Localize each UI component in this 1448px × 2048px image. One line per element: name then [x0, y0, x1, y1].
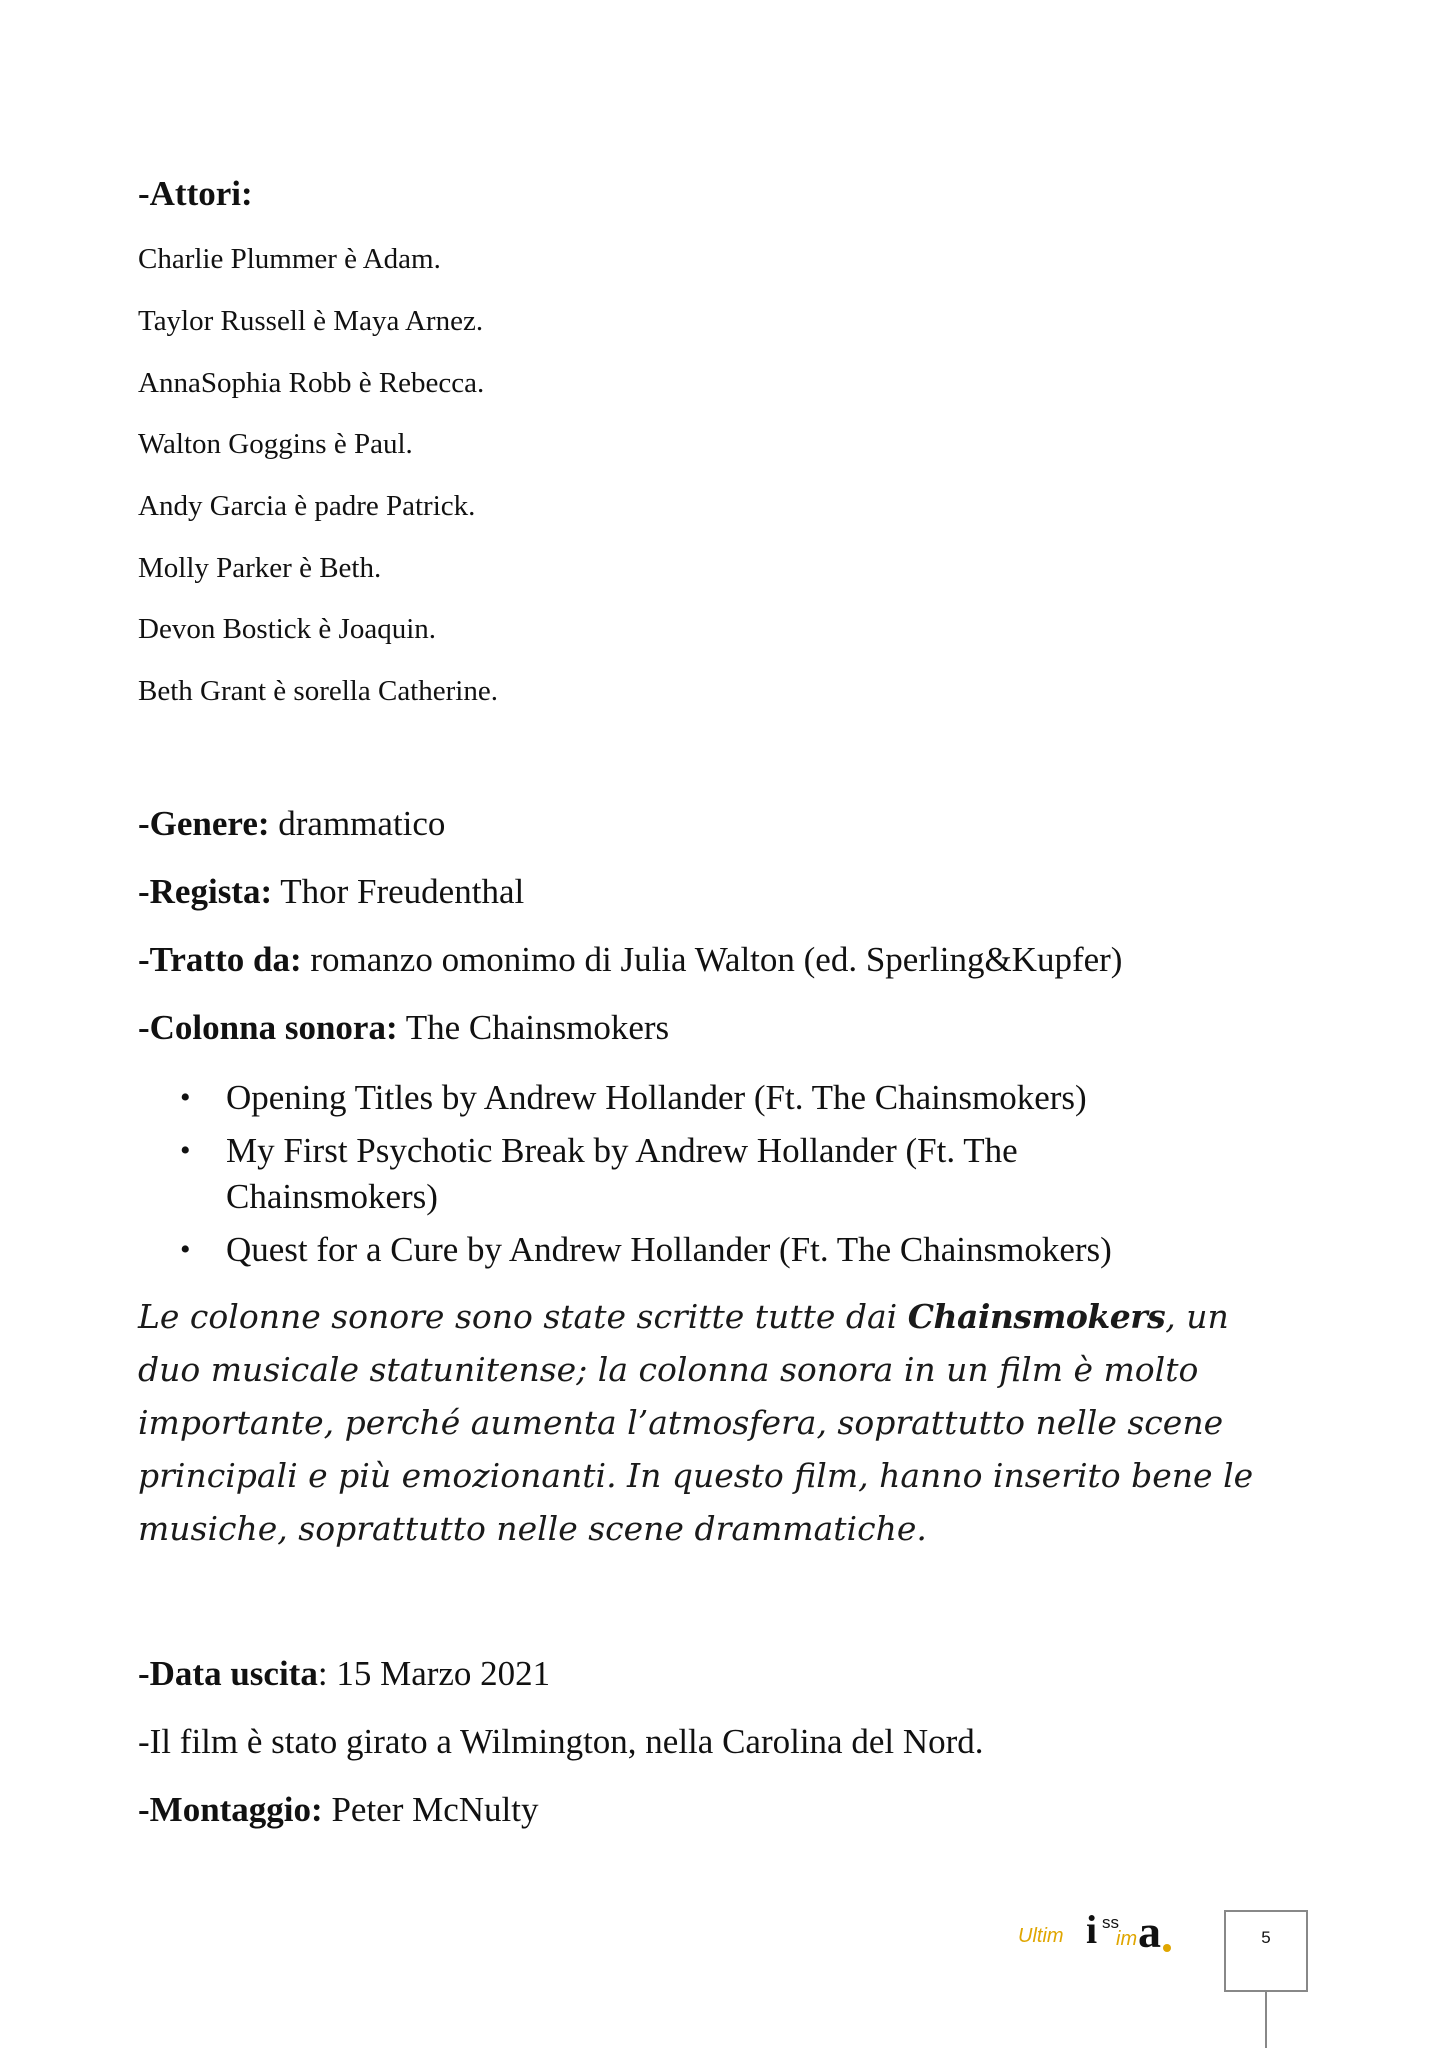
- montaggio-label: -Montaggio:: [138, 1790, 323, 1829]
- genere-label: -Genere:: [138, 804, 270, 843]
- data-uscita-value: : 15 Marzo 2021: [317, 1654, 551, 1693]
- cast-line: Taylor Russell è Maya Arnez.: [138, 305, 484, 337]
- regista-line: [138, 872, 524, 912]
- tratto-line: [138, 940, 1122, 980]
- note-text-after: , un duo musicale statunitense; la colonna sonora in un film è molto importante, perché aumenta l’atmosfera, soprattutto nelle scene principali e più emozionanti. In questo film, hanno inserito bene le musiche, soprattutto nelle scene drammatiche.: [138, 1297, 1254, 1548]
- logo-im: im: [1116, 1928, 1138, 1950]
- tratto-label: -Tratto da:: [138, 940, 302, 979]
- logo-ultim: Ultim: [1018, 1925, 1064, 1947]
- soundtrack-item: • Opening Titles by Andrew Hollander (Ft. The Chainsmokers): [180, 1075, 1260, 1121]
- cast-line: Andy Garcia è padre Patrick.: [138, 490, 476, 522]
- soundtrack-note: [138, 1290, 1278, 1555]
- logo-ss: ss: [1102, 1913, 1119, 1932]
- cast-line: Charlie Plummer è Adam.: [138, 243, 441, 275]
- colonna-label: -Colonna sonora:: [138, 1008, 398, 1047]
- cast-line: Beth Grant è sorella Catherine.: [138, 675, 498, 707]
- page-number-stem: [1265, 1992, 1267, 2048]
- note-text-before: Le colonne sonore sono state scritte tutte dai: [138, 1297, 908, 1336]
- note-brand: Chainsmokers: [907, 1297, 1166, 1336]
- colonna-line: [138, 1008, 669, 1048]
- cast-line: Molly Parker è Beth.: [138, 552, 382, 584]
- data-uscita-label: -Data uscita: [138, 1654, 318, 1693]
- genere-line: [138, 804, 445, 844]
- page-number-box: [1224, 1910, 1308, 1992]
- colonna-value: The Chainsmokers: [397, 1008, 670, 1047]
- regista-value: Thor Freudenthal: [272, 872, 525, 911]
- data-uscita-line: [138, 1654, 550, 1694]
- montaggio-value: Peter McNulty: [322, 1790, 539, 1829]
- page-number: 5: [1261, 1928, 1271, 1947]
- attori-heading: -Attori:: [138, 174, 253, 213]
- girato-line: -Il film è stato girato a Wilmington, nella Carolina del Nord.: [138, 1722, 984, 1761]
- tratto-value: romanzo omonimo di Julia Walton (ed. Sperling&Kupfer): [301, 940, 1123, 979]
- logo-a: a: [1138, 1906, 1161, 1957]
- cast-line: Devon Bostick è Joaquin.: [138, 613, 437, 645]
- soundtrack-list: [180, 1075, 1260, 1280]
- regista-label: -Regista:: [138, 872, 273, 911]
- cast-line: Walton Goggins è Paul.: [138, 428, 413, 460]
- cast-line: AnnaSophia Robb è Rebecca.: [138, 367, 485, 399]
- genere-value: drammatico: [269, 804, 446, 843]
- soundtrack-item: • Quest for a Cure by Andrew Hollander (Ft. The Chainsmokers): [180, 1227, 1260, 1273]
- montaggio-line: [138, 1790, 539, 1830]
- logo-i: i: [1086, 1907, 1098, 1952]
- soundtrack-item: • My First Psychotic Break by Andrew Hollander (Ft. The Chainsmokers): [180, 1128, 1146, 1220]
